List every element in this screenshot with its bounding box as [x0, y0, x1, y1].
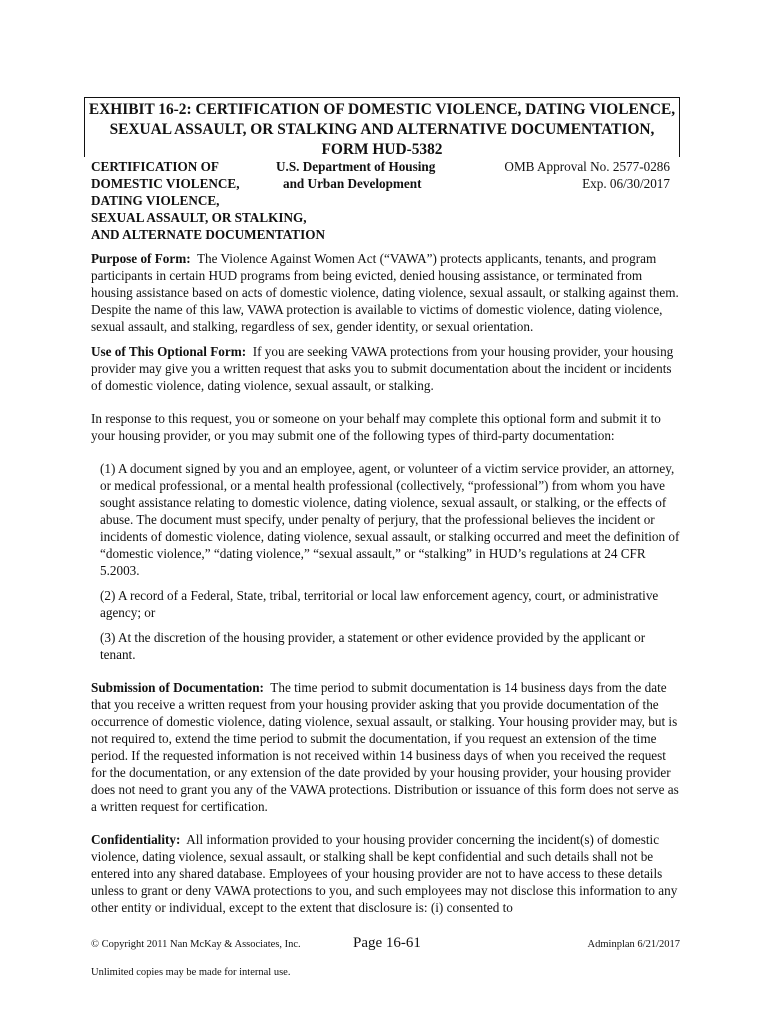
expiration-date: Exp. 06/30/2017 — [582, 176, 670, 191]
title-line-2: SEXUAL ASSAULT, OR STALKING AND ALTERNATIVE DOCUMENTATION, — [109, 121, 655, 138]
documentation-item-3: (3) At the discretion of the housing provider, a statement or other evidence provided by the applicant or tenant. — [100, 630, 646, 662]
confidentiality-text: All information provided to your housing provider concerning the incident(s) of domestic violence, dating violence, sexual assault, or stalking shall be kept confidential and such details shall not be entered into any shared database. Employees of your housing provider are not to have access to these details unless to grant or deny VAWA protections to you, and such employees may not disclose this information to any other entity or individual, except to the extent that disclosure is: (i) consented to — [91, 832, 678, 915]
form-name-line: CERTIFICATION OF — [91, 159, 219, 174]
agency-block — [276, 158, 466, 192]
exhibit-title — [84, 100, 680, 160]
omb-approval: OMB Approval No. 2577-0286 — [504, 159, 670, 174]
response-paragraph: In response to this request, you or someone on your behalf may complete this optional form and submit it to your housing provider, or you may submit one of the following types of third-party documentation: — [91, 411, 661, 443]
agency-line: U.S. Department of Housing — [276, 159, 436, 174]
documentation-item-1: (1) A document signed by you and an employee, agent, or volunteer of a victim service provider, an attorney, or medical professional, or a mental health professional (collectively, “professional”) from whom you have sought assistance relating to domestic violence, dating violence, sexual assault, or stalking, or the effects of abuse. The document must specify, under penalty of perjury, that the professional believes the incident or incidents of domestic violence, dating violence, sexual assault, or stalking occurred and meet the definition of “domestic violence,” “dating violence,” “sexual assault,” or “stalking” in HUD’s regulations at 24 CFR 5.2003. — [100, 461, 680, 578]
use-label: Use of This Optional Form: — [91, 344, 247, 359]
purpose-text: The Violence Against Women Act (“VAWA”) protects applicants, tenants, and program participants in certain HUD programs from being evicted, denied housing assistance, or terminated from housing assistance based on acts of domestic violence, dating violence, sexual assault, or stalking against them. Despite the name of this law, VAWA protection is available to victims of domestic violence, dating violence, sexual assault, and stalking, regardless of sex, gender identity, or sexual orientation. — [91, 251, 679, 334]
footer-copyright: © Copyright 2011 Nan McKay & Associates, Inc. — [91, 939, 301, 950]
form-body — [91, 250, 681, 916]
footer-adminplan: Adminplan 6/21/2017 — [587, 939, 680, 950]
title-line-1: EXHIBIT 16-2: CERTIFICATION OF DOMESTIC VIOLENCE, DATING VIOLENCE, — [88, 101, 676, 118]
form-name-line: DATING VIOLENCE, — [91, 193, 220, 208]
purpose-paragraph — [91, 250, 681, 335]
footer-page-number: Page 16-61 — [353, 935, 421, 951]
confidentiality-label: Confidentiality: — [91, 832, 181, 847]
footer-copies-note: Unlimited copies may be made for internal use. — [91, 967, 291, 978]
omb-block — [470, 158, 670, 192]
use-text: If you are seeking VAWA protections from your housing provider, your housing provider may give you a written request that asks you to submit documentation about the incident or incidents of domestic violence, dating violence, sexual assault, or stalking. — [91, 344, 674, 393]
form-name-line: DOMESTIC VIOLENCE, — [91, 176, 240, 191]
form-name-line: SEXUAL ASSAULT, OR STALKING, — [91, 210, 307, 225]
confidentiality-paragraph — [91, 831, 681, 916]
title-line-3: FORM HUD-5382 — [321, 141, 443, 158]
form-name-line: AND ALTERNATE DOCUMENTATION — [91, 227, 325, 242]
use-paragraph — [91, 343, 681, 394]
purpose-label: Purpose of Form: — [91, 251, 191, 266]
submission-paragraph — [91, 679, 681, 815]
submission-label: Submission of Documentation: — [91, 680, 264, 695]
documentation-item-2: (2) A record of a Federal, State, tribal, territorial or local law enforcement agency, court, or administrative agency; or — [100, 588, 659, 620]
submission-text: The time period to submit documentation is 14 business days from the date that you receive a written request from your housing provider asking that you provide documentation of the occurrence of domestic violence, dating violence, sexual assault, or stalking. Your housing provider may, but is not required to, extend the time period to submit the documentation, if you request an extension of the time period. If the requested information is not received within 14 business days of when you received the request for the documentation, or any extension of the date provided by your housing provider, your housing provider does not need to grant you any of the VAWA protections. Distribution or issuance of this form does not serve as a written request for certification. — [91, 680, 679, 814]
agency-line: and Urban Development — [283, 176, 422, 191]
